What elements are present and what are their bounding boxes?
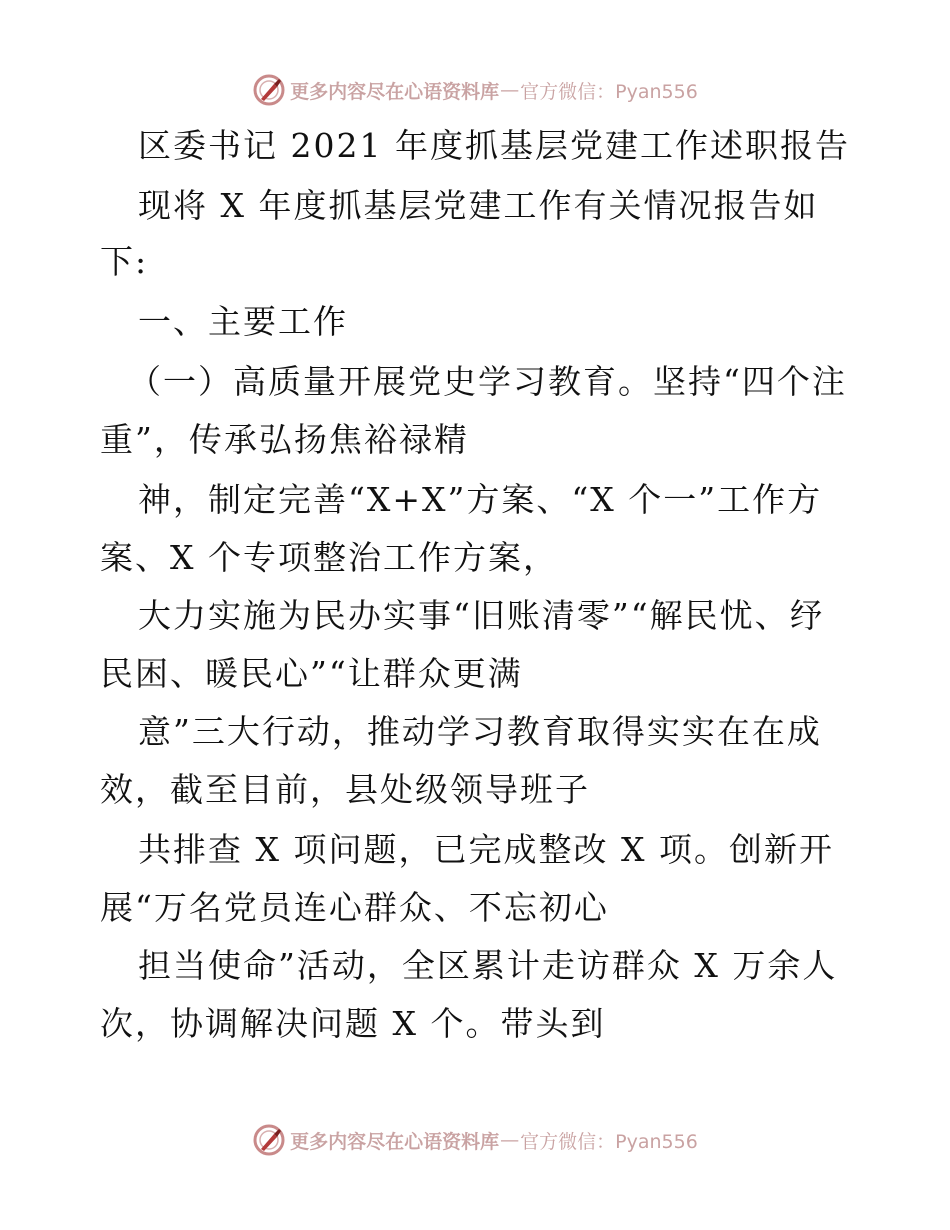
document-title: 区委书记 2021 年度抓基层党建工作述职报告	[138, 126, 850, 165]
paragraph-line: 大力实施为民办实事“旧账清零”“解民忧、纾	[138, 596, 825, 635]
paragraph-line: 下:	[100, 242, 149, 281]
paragraph-line: （一）高质量开展党史学习教育。坚持“四个注	[128, 362, 847, 401]
watermark-separator: —	[500, 79, 520, 101]
pen-logo-icon	[252, 1123, 286, 1157]
paragraph-line: 意”三大行动，推动学习教育取得实实在在成	[138, 712, 822, 751]
watermark-contact-text: 官方微信：Pyan556	[520, 80, 698, 103]
paragraph-line: 次，协调解决问题 X 个。带头到	[100, 1004, 606, 1043]
paragraph-line: 共排查 X 项问题，已完成整改 X 项。创新开	[138, 830, 834, 869]
watermark-contact-text: 官方微信：Pyan556	[520, 1130, 698, 1153]
section-heading: 一、主要工作	[138, 302, 348, 341]
paragraph-line: 民困、暖民心”“让群众更满	[100, 654, 523, 693]
paragraph-line: 重”，传承弘扬焦裕禄精	[100, 420, 469, 459]
paragraph-line: 现将 X 年度抓基层党建工作有关情况报告如	[138, 186, 819, 225]
watermark-separator: —	[500, 1129, 520, 1151]
watermark-main-text: 更多内容尽在心语资料库	[290, 1130, 500, 1153]
footer-watermark-banner	[0, 1120, 950, 1160]
watermark-main-text: 更多内容尽在心语资料库	[290, 80, 500, 103]
paragraph-line: 担当使命”活动，全区累计走访群众 X 万余人	[138, 946, 838, 985]
paragraph-line: 案、X 个专项整治工作方案，	[100, 538, 558, 577]
paragraph-line: 展“万名党员连心群众、不忘初心	[100, 888, 609, 927]
paragraph-line: 神，制定完善“X+X”方案、“X 个一”工作方	[138, 480, 823, 519]
paragraph-line: 效，截至目前，县处级领导班子	[100, 770, 590, 809]
